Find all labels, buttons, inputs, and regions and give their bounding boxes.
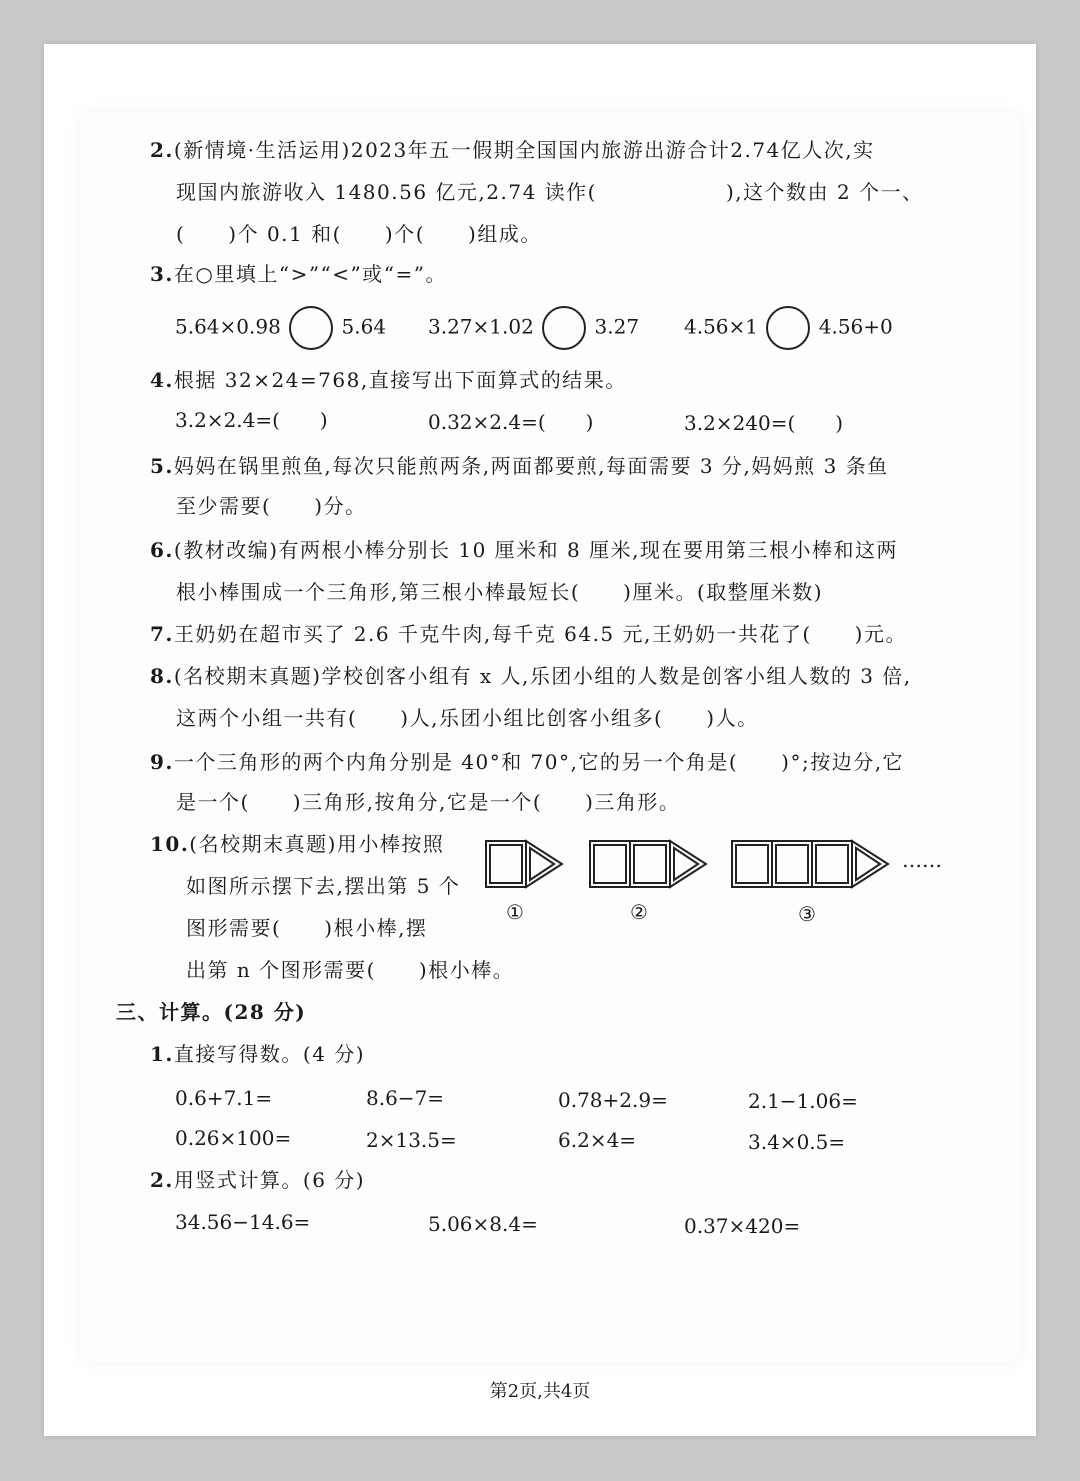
figure-2	[588, 838, 712, 890]
q3-item-1	[175, 306, 386, 350]
q7-number: 7.	[150, 622, 174, 646]
figure-1	[484, 838, 568, 890]
calc-1-2: 8.6−7=	[366, 1086, 445, 1110]
q4-item-1: 3.2×2.4=( )	[175, 408, 328, 432]
q7-text-1: 王奶奶在超市买了 2.6 千克牛肉,每千克 64.5 元,王奶奶一共花了( )元。	[173, 622, 907, 646]
q6-text-1: (教材改编)有两根小棒分别长 10 厘米和 8 厘米,现在要用第三根小棒和这两	[173, 538, 898, 562]
q2-line-1	[150, 136, 875, 164]
q10-text-1: (名校期末真题)用小棒按照	[189, 832, 445, 856]
q2-line-2: 现国内旅游收入 1480.56 亿元,2.74 读作( ),这个数由 2 个一、	[176, 180, 924, 204]
q4-item-3: 3.2×240=( )	[684, 411, 844, 435]
q10-number: 10.	[150, 832, 190, 856]
figure-2-label: ②	[630, 900, 648, 924]
answer-circle[interactable]	[289, 306, 333, 350]
q3-item-3	[684, 306, 893, 350]
q6-number: 6.	[150, 538, 174, 562]
calc-2-2: 2×13.5=	[366, 1128, 457, 1152]
q3-item-1-left: 5.64×0.98	[175, 314, 281, 339]
page-footer: 第2页,共4页	[489, 1381, 591, 1402]
q3-text: 在○里填上“>”“<”或“=”。	[173, 262, 447, 286]
calc-1-1: 0.6+7.1=	[175, 1086, 273, 1110]
q9-text-1: 一个三角形的两个内角分别是 40°和 70°,它的另一个角是( )°;按边分,它	[173, 750, 905, 774]
s3-p1-text: 直接写得数。(4 分)	[173, 1042, 366, 1066]
q5-number: 5.	[150, 454, 174, 478]
q10-line-3: 图形需要( )根小棒,摆	[186, 916, 428, 940]
answer-circle[interactable]	[542, 306, 586, 350]
q5-text-1: 妈妈在锅里煎鱼,每次只能煎两条,两面都要煎,每面需要 3 分,妈妈煎 3 条鱼	[173, 454, 889, 478]
q6-line-1	[150, 536, 898, 564]
q2-text-1: (新情境·生活运用)2023年五一假期全国国内旅游出游合计2.74亿人次,实	[173, 138, 875, 162]
q2-line-3: ( )个 0.1 和( )个( )组成。	[176, 222, 542, 246]
q8-number: 8.	[150, 664, 174, 688]
q4-line-1	[150, 366, 627, 394]
q4-text: 根据 32×24=768,直接写出下面算式的结果。	[173, 368, 627, 392]
q8-line-1	[150, 662, 912, 690]
vertical-calc-3: 0.37×420=	[684, 1214, 801, 1238]
q7-line-1	[150, 620, 907, 648]
figure-3	[730, 838, 894, 890]
q3-item-2-right: 3.27	[594, 314, 640, 339]
q3-number: 3.	[150, 262, 174, 286]
q6-line-2: 根小棒围成一个三角形,第三根小棒最短长( )厘米。(取整厘米数)	[176, 580, 824, 604]
q4-number: 4.	[150, 368, 174, 392]
q8-line-2: 这两个小组一共有( )人,乐团小组比创客小组多( )人。	[176, 706, 759, 730]
figure-3-label: ③	[798, 902, 816, 926]
q5-line-2: 至少需要( )分。	[176, 494, 367, 518]
s3-p2-heading	[150, 1166, 365, 1194]
q3-item-1-right: 5.64	[341, 314, 387, 339]
s3-p1-heading	[150, 1040, 365, 1068]
section-3-title: 三、计算。(28 分)	[116, 1000, 307, 1024]
figure-1-label: ①	[506, 900, 524, 924]
q10-line-4: 出第 n 个图形需要( )根小棒。	[186, 958, 515, 982]
calc-2-4: 3.4×0.5=	[748, 1130, 846, 1154]
q5-line-1	[150, 452, 889, 480]
q4-item-2: 0.32×2.4=( )	[428, 410, 594, 434]
s3-p2-number: 2.	[150, 1168, 174, 1192]
q3-item-3-left: 4.56×1	[684, 314, 759, 339]
q2-number: 2.	[150, 138, 174, 162]
q10-line-2: 如图所示摆下去,摆出第 5 个	[186, 874, 461, 898]
q10-line-1	[150, 830, 444, 858]
s3-p1-number: 1.	[150, 1042, 174, 1066]
q3-item-2-left: 3.27×1.02	[428, 314, 534, 339]
ellipsis: ……	[902, 848, 942, 872]
vertical-calc-1: 34.56−14.6=	[175, 1210, 311, 1234]
q8-text-1: (名校期末真题)学校创客小组有 x 人,乐团小组的人数是创客小组人数的 3 倍,	[173, 664, 912, 688]
calc-2-3: 6.2×4=	[558, 1128, 637, 1152]
vertical-calc-2: 5.06×8.4=	[428, 1212, 538, 1236]
q3-line-1	[150, 260, 447, 288]
q9-number: 9.	[150, 750, 174, 774]
calc-1-3: 0.78+2.9=	[558, 1088, 668, 1112]
q3-item-3-right: 4.56+0	[818, 314, 893, 339]
q9-line-2: 是一个( )三角形,按角分,它是一个( )三角形。	[176, 790, 681, 814]
s3-p2-text: 用竖式计算。(6 分)	[173, 1168, 366, 1192]
calc-2-1: 0.26×100=	[175, 1126, 292, 1150]
answer-circle[interactable]	[766, 306, 810, 350]
calc-1-4: 2.1−1.06=	[748, 1089, 858, 1113]
q3-item-2	[428, 306, 639, 350]
q9-line-1	[150, 748, 904, 776]
